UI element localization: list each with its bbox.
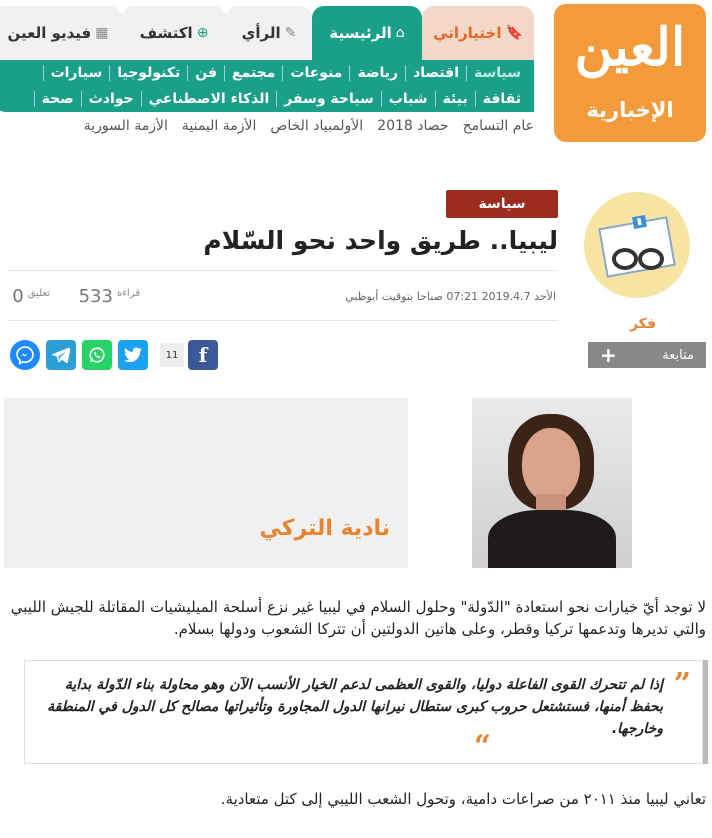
nav-item-incidents[interactable]: حوادث [81,91,141,107]
category-nav [0,60,534,112]
comments-counter[interactable] [12,286,50,307]
tab-label: الرئيسية [329,24,392,42]
site-logo[interactable] [554,4,706,142]
trending-item[interactable]: حصاد 2018 [377,118,449,134]
nav-item-travel[interactable]: سياحة وسفر [276,91,380,107]
nav-item-ai[interactable]: الذكاء الاصطناعي [141,91,277,107]
tab-label: الرأي [241,24,281,42]
bookmark-icon: 🔖 [505,25,523,41]
photo-face [522,428,580,502]
messenger-icon [15,345,35,365]
messenger-share-button[interactable] [10,340,40,370]
trending-item[interactable]: الأولمبياد الخاص [270,118,364,134]
quote-open-icon: ” [673,667,691,702]
tab-label: فيديو العين [7,24,92,42]
follow-label: متابعة [662,347,694,363]
nav-item-youth[interactable]: شباب [381,91,435,107]
publish-date: الأحد 2019.4.7 07:21 صباحا بتوقيت أبوظبي [345,290,556,303]
divider [8,320,558,321]
compass-icon: ⊕ [196,25,209,41]
tab-home[interactable] [312,6,422,60]
nav-item-environment[interactable]: بيئة [435,91,475,107]
logo-sub-text: الإخبارية [586,98,674,122]
reads-counter [79,286,140,307]
author-name[interactable]: نادية التركي [259,516,390,541]
tab-label: اختياراتي [433,24,502,42]
pen-icon: ✎ [284,25,297,41]
category-label[interactable]: فكر [629,316,656,332]
glasses-icon [612,248,638,270]
pull-quote [24,660,708,764]
category-avatar[interactable] [584,192,690,298]
author-photo [472,398,632,568]
pull-quote-text: إذا لم تتحرك القوى الفاعلة دوليا، والقوى العظمى لدعم الخيار الأنسب الآن وهو محاولة بناء الدّولة بداية بحفظ أمنها، فستشتعل حروب كبرى ستطال نيرانها الدول المجاورة وتأثيراتها مصالح كل الدول في المنطقة وخارجها. [47,677,663,737]
reads-count: 533 [78,286,113,307]
article-paragraph: تعاني ليبيا منذ ٢٠١١ من صراعات دامية، وتحول الشعب الليبي إلى كتل متعادية. [220,790,706,808]
nav-item-health[interactable]: صحة [34,91,81,107]
comments-count: 0 [12,286,24,307]
tab-label: اكتشف [139,24,193,42]
newspaper-tag-icon: ▮ [632,215,647,229]
reads-label: قراءة [116,288,140,299]
nav-item-misc[interactable]: منوعات [282,65,349,81]
nav-row-1 [0,60,534,86]
top-tabs [0,6,534,60]
twitter-share-button[interactable] [118,340,148,370]
nav-row-2 [0,86,534,112]
home-icon: ⌂ [395,25,405,41]
nav-item-politics[interactable]: سياسة [466,65,528,81]
quote-close-icon: “ [473,729,491,764]
tab-explore[interactable] [122,6,226,60]
whatsapp-icon [88,346,106,364]
photo-body [488,510,616,568]
nav-item-society[interactable]: مجتمع [224,65,282,81]
whatsapp-share-button[interactable] [82,340,112,370]
film-icon: ▦ [95,25,109,41]
trending-item[interactable]: الأزمة اليمنية [181,118,257,134]
article-title: ليبيا.. طريق واحد نحو السّلام [203,226,558,255]
nav-item-culture[interactable]: ثقافة [475,91,528,107]
comments-label: تعليق [27,288,50,299]
nav-item-cars[interactable]: سيارات [43,65,110,81]
nav-item-sports[interactable]: رياضة [349,65,405,81]
section-badge[interactable]: سياسة [446,190,558,218]
twitter-icon [124,347,142,363]
follow-button[interactable] [588,342,706,368]
tab-opinion[interactable] [226,6,312,60]
tab-favorites[interactable] [422,6,534,60]
nav-item-tech[interactable]: تكنولوجيا [109,65,187,81]
nav-item-economy[interactable]: اقتصاد [405,65,466,81]
telegram-share-button[interactable] [46,340,76,370]
trending-item[interactable]: عام التسامح [462,118,534,134]
facebook-icon: f [198,343,208,367]
article-paragraph: لا توجد أيّ خيارات نحو استعادة "الدّولة" وحلول السلام في ليبيا غير نزع أسلحة الميليشيات المقاتلة للجيش الليبي والتي تديرها وتدعمها تركيا وقطر، وعلى هاتين الدولتين أن تتركا الشعوب ودولها بسلام. [10,598,706,638]
share-count: 11 [160,343,184,367]
trending-topics [0,118,534,138]
nav-item-art[interactable]: فن [187,65,224,81]
logo-main-text: العين [574,17,686,78]
trending-item[interactable]: الأزمة السورية [83,118,168,134]
facebook-share-button[interactable] [188,340,218,370]
plus-icon: + [600,343,617,367]
glasses-icon [638,248,664,270]
telegram-icon [52,347,70,363]
divider [8,270,558,271]
tab-video[interactable] [0,6,122,60]
author-banner [4,398,408,568]
